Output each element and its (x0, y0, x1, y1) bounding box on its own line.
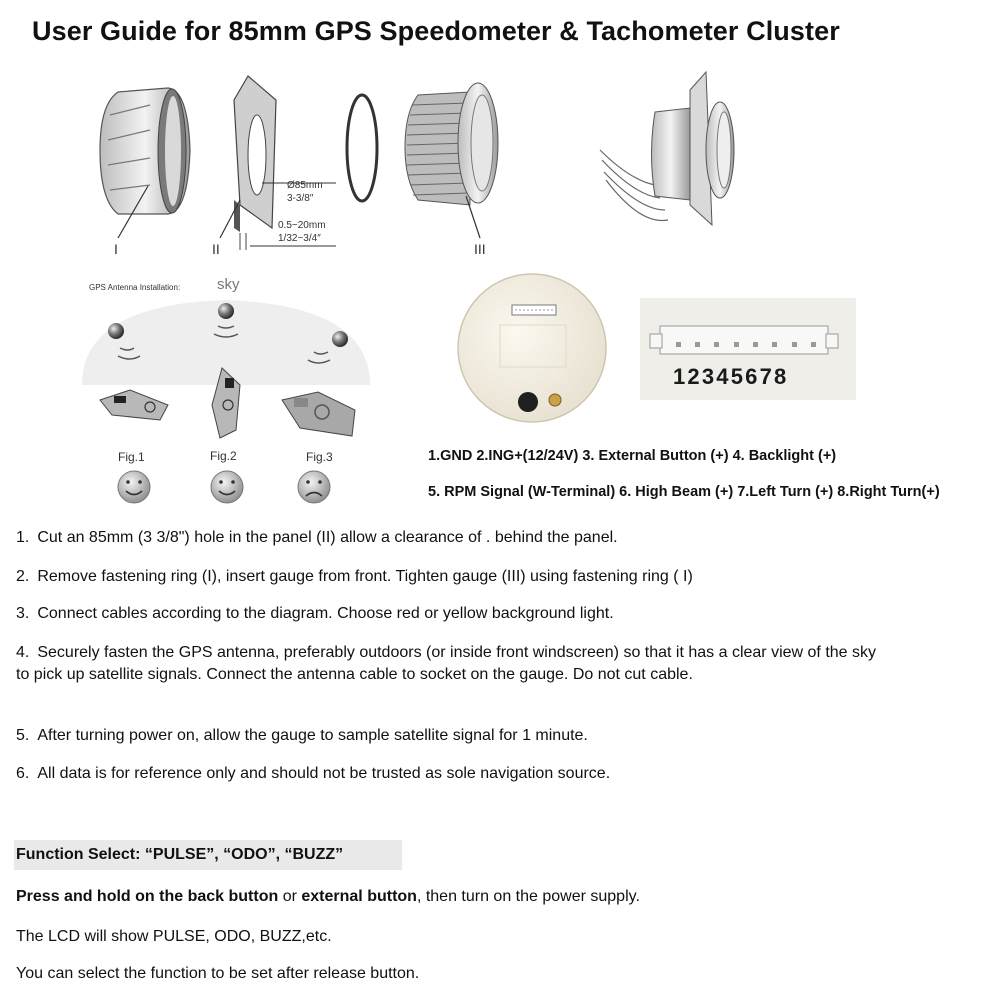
back-button-text: Press and hold on the back button (16, 888, 279, 905)
assembled-gauge-icon (600, 72, 734, 225)
antenna-placement-fig1-icon (100, 390, 168, 420)
fastening-ring-icon (100, 88, 190, 238)
external-button-text: external button (301, 888, 417, 905)
gauge-back-icon (458, 274, 606, 422)
select-function-text: You can select the function to be set after release button. (16, 965, 420, 982)
step-text: Remove fastening ring (I), insert gauge from front. Tighten gauge (III) using fastening ring ( I) (37, 568, 693, 585)
sad-face-icon (298, 471, 330, 503)
gauge-body-icon (405, 83, 498, 238)
power-supply-text: , then turn on the power supply. (416, 888, 640, 905)
step-text: All data is for reference only and should not be trusted as sole navigation source. (37, 765, 611, 782)
step-number: 3. (16, 605, 30, 622)
fig-label-3: Fig.3 (306, 450, 333, 464)
step-number: 2. (16, 568, 30, 585)
connector-pin-numbers: 12345678 (673, 364, 789, 389)
instruction-step-3 (16, 603, 876, 625)
instruction-step-4 (16, 642, 876, 686)
instruction-step-5 (16, 725, 876, 747)
happy-face-icon (211, 471, 243, 503)
step-text: After turning power on, allow the gauge to sample satellite signal for 1 minute. (37, 727, 588, 744)
page-title: User Guide for 85mm GPS Speedometer & Tachometer Cluster (32, 16, 840, 46)
step-number: 6. (16, 765, 30, 782)
fig-label-2: Fig.2 (210, 449, 237, 463)
panel-dim-2: 1/32~3/4″ (278, 233, 321, 244)
antenna-placement-fig3-icon (282, 392, 355, 436)
part-label-i: I (114, 241, 118, 257)
sky-label: sky (217, 276, 240, 293)
instruction-step-1 (16, 527, 876, 549)
antenna-heading: GPS Antenna Installation: (89, 283, 181, 292)
instruction-step-2 (16, 566, 876, 588)
function-select-heading: Function Select: “PULSE”, “ODO”, “BUZZ” (14, 840, 402, 870)
step-text: Connect cables according to the diagram. Choose red or yellow background light. (37, 605, 614, 622)
connector-icon (640, 298, 856, 400)
part-label-ii: II (212, 241, 220, 257)
pin-description-line-2: 5. RPM Signal (W-Terminal) 6. High Beam (+) 7.Left Turn (+) 8.Right Turn(+) (428, 484, 940, 500)
pin-description-line-1: 1.GND 2.ING+(12/24V) 3. External Button (+) 4. Backlight (+) (428, 448, 837, 464)
installation-diagram (0, 60, 1000, 510)
step-number: 4. (16, 644, 30, 661)
step-number: 1. (16, 529, 30, 546)
connector-text: or (278, 888, 302, 905)
lcd-text: The LCD will show PULSE, ODO, BUZZ,etc. (16, 928, 332, 945)
press-hold-instruction (16, 888, 640, 906)
step-text: Cut an 85mm (3 3/8") hole in the panel (II) allow a clearance of . behind the panel. (37, 529, 618, 546)
instruction-step-6 (16, 763, 876, 785)
fig-label-1: Fig.1 (118, 450, 145, 464)
step-number: 5. (16, 727, 30, 744)
happy-face-icon (118, 471, 150, 503)
step-text: Securely fasten the GPS antenna, preferably outdoors (or inside front windscreen) so that it has a clear view of the sky to pick up satellite signals. Connect the antenna cable to socket on the gauge. Do not cut cable. (16, 644, 876, 683)
hole-dim-2: 3-3/8″ (287, 193, 314, 204)
part-label-iii: III (474, 241, 486, 257)
o-ring-icon (347, 95, 377, 201)
panel-dim-1: 0.5~20mm (278, 220, 326, 231)
hole-dim-1: Ø85mm (287, 180, 323, 191)
